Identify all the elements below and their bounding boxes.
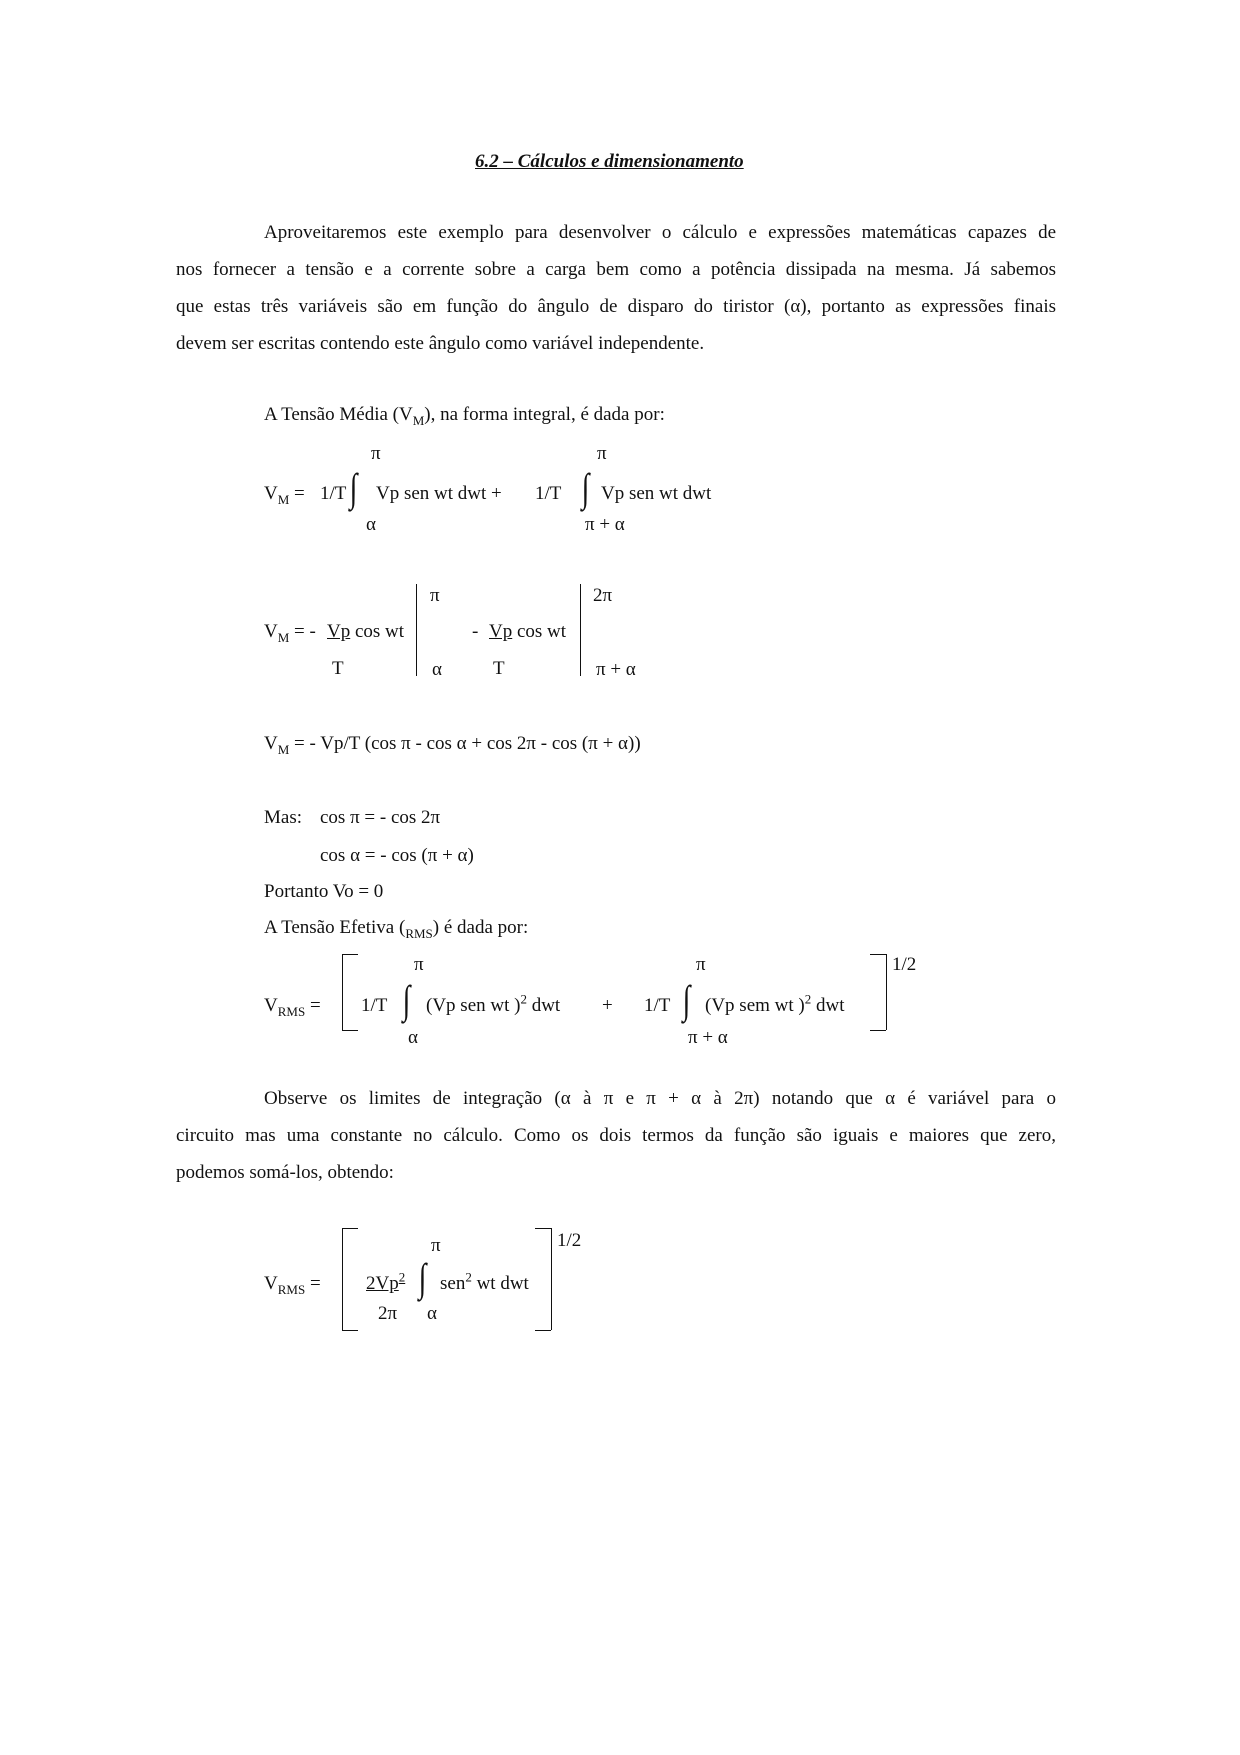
denominator: T bbox=[332, 658, 344, 679]
integrand: (Vp sem wt )$^2$ dwt bbox=[705, 991, 845, 1016]
upper-limit: π bbox=[431, 1235, 441, 1256]
integrand: Vp sen wt dwt + bbox=[376, 483, 502, 504]
right-bracket bbox=[886, 954, 887, 1030]
paragraph-line: Observe os limites de integração (α à π e π + α à 2π) notando que α é variável para o bbox=[264, 1088, 1056, 1109]
equation-lhs: $V_{RMS}$ = bbox=[264, 995, 321, 1019]
integral-icon: ∫ bbox=[682, 977, 691, 1022]
equation-lhs: $V_M$ = bbox=[264, 483, 305, 507]
right-bracket bbox=[551, 1228, 552, 1330]
bracket-edge bbox=[870, 954, 886, 955]
bracket-edge bbox=[870, 1030, 886, 1031]
paragraph-line: podemos somá-los, obtendo: bbox=[176, 1162, 394, 1183]
coefficient: 1/T bbox=[320, 483, 347, 504]
equation-lhs: $V_{RMS}$ = bbox=[264, 1273, 321, 1297]
paragraph-line: Aproveitaremos este exemplo para desenvolver o cálculo e expressões matemáticas capazes de bbox=[264, 222, 1056, 243]
fraction-term: Vp cos wt bbox=[327, 621, 405, 642]
lower-limit: α bbox=[432, 659, 442, 680]
denominator: T bbox=[493, 658, 505, 679]
equation-lhs: $V_M$ = - bbox=[264, 621, 316, 645]
upper-limit: 2π bbox=[593, 585, 613, 606]
upper-limit: π bbox=[371, 443, 381, 464]
upper-limit: π bbox=[696, 954, 706, 975]
mas-label: Mas: bbox=[264, 807, 302, 828]
bracket-edge bbox=[342, 1030, 358, 1031]
upper-limit: π bbox=[414, 954, 424, 975]
integrand: (Vp sen wt )$^2$ dwt bbox=[426, 991, 561, 1016]
bracket-edge bbox=[535, 1228, 551, 1229]
upper-limit: π bbox=[597, 443, 607, 464]
section-title: 6.2 – Cálculos e dimensionamento bbox=[475, 151, 744, 172]
integrand: Vp sen wt dwt bbox=[601, 483, 712, 504]
paragraph-line: circuito mas uma constante no cálculo. Como os dois termos da função são iguais e maiores que zero, bbox=[176, 1125, 1056, 1146]
intro-paragraph bbox=[176, 214, 1056, 362]
integrand: sen$^2$ wt dwt bbox=[440, 1269, 529, 1294]
paragraph-line: que estas três variáveis são em função do ângulo de disparo do tiristor (α), portanto as expressões finais bbox=[176, 296, 1056, 317]
integral-icon: ∫ bbox=[349, 465, 358, 510]
fraction-numerator: 2Vp$^2$ bbox=[366, 1269, 406, 1294]
fraction-denominator: 2π bbox=[378, 1303, 398, 1324]
lower-limit: α bbox=[366, 514, 376, 535]
integral-icon: ∫ bbox=[402, 977, 411, 1022]
coefficient: 1/T bbox=[535, 483, 562, 504]
avg-voltage-intro: A Tensão Média $(V_M)$, na forma integral, é dada por: bbox=[264, 404, 665, 428]
paragraph-line: nos fornecer a tensão e a corrente sobre a carga bem como a potência dissipada na mesma. Já sabemos bbox=[176, 259, 1056, 280]
left-bracket bbox=[342, 954, 343, 1030]
observe-paragraph bbox=[176, 1080, 1056, 1191]
bracket-edge bbox=[342, 954, 358, 955]
bracket-edge bbox=[342, 1330, 358, 1331]
paragraph-line: devem ser escritas contendo este ângulo como variável independente. bbox=[176, 333, 705, 354]
exponent: 1/2 bbox=[892, 954, 917, 975]
exponent: 1/2 bbox=[557, 1230, 582, 1251]
conclusion-line: Portanto Vo = 0 bbox=[264, 881, 384, 902]
left-bracket bbox=[342, 1228, 343, 1330]
upper-limit: π bbox=[430, 585, 440, 606]
rms-voltage-intro: A Tensão Efetiva $(_{RMS})$ é dada por: bbox=[264, 917, 529, 941]
evaluation-bar bbox=[416, 584, 417, 676]
integral-icon: ∫ bbox=[418, 1255, 427, 1300]
fraction-term: Vp cos wt bbox=[489, 621, 567, 642]
plus-sign: + bbox=[602, 995, 613, 1016]
lower-limit: π + α bbox=[585, 514, 625, 535]
bracket-edge bbox=[342, 1228, 358, 1229]
evaluation-bar bbox=[580, 584, 581, 676]
lower-limit: α bbox=[408, 1027, 418, 1048]
lower-limit: π + α bbox=[688, 1027, 728, 1048]
identity-line: cos π = - cos 2π bbox=[320, 807, 441, 828]
avg-voltage-equation-3: $V_M$ = - Vp/T (cos π - cos α + cos 2π - cos (π + α)) bbox=[264, 733, 641, 757]
lower-limit: π + α bbox=[596, 659, 636, 680]
integral-icon: ∫ bbox=[581, 465, 590, 510]
coefficient: 1/T bbox=[644, 995, 671, 1016]
identity-line: cos α = - cos (π + α) bbox=[320, 845, 474, 866]
lower-limit: α bbox=[427, 1303, 437, 1324]
bracket-edge bbox=[535, 1330, 551, 1331]
coefficient: 1/T bbox=[361, 995, 388, 1016]
minus-sign: - bbox=[472, 621, 479, 642]
